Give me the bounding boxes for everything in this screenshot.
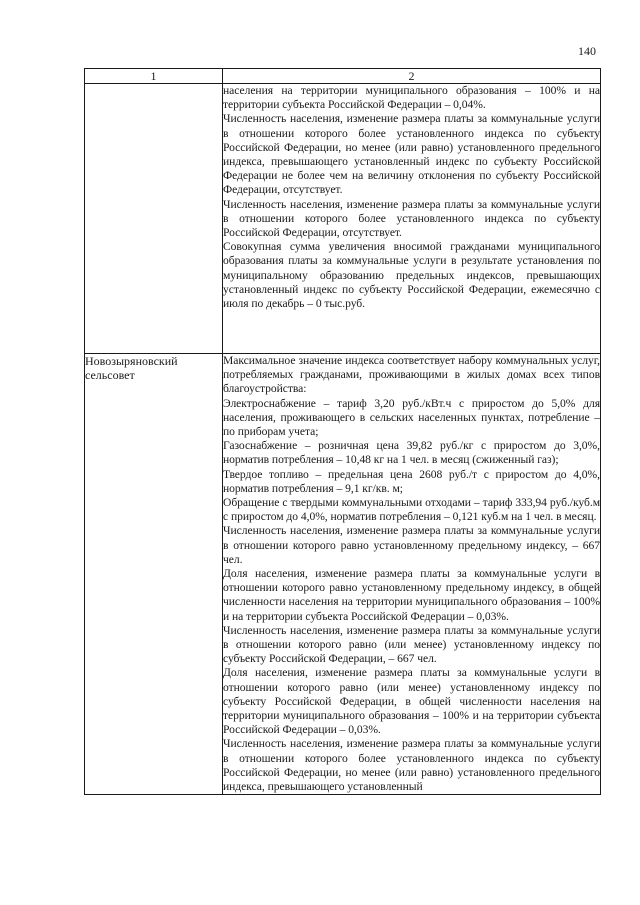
table-row [85,354,601,795]
paragraph: Электроснабжение – тариф 3,20 руб./кВт.ч с приростом до 5,0% для населения, проживающего в сельских населенных пунктах, потребление – по приборам учета; [223,396,600,439]
paragraph: Твердое топливо – предельная цена 2608 руб./т с приростом до 4,0%, норматив потребления – 9,1 кг/кв. м; [223,467,600,495]
paragraph: Доля населения, изменение размера платы за коммунальные услуги в отношении которого равно (или менее) установленному индексу по субъекту Российской Федерации, в общей численности населения на территории муниципального образования – 100% и на территории субъекта Российской Федерации – 0,03%. [223,666,600,737]
paragraph: Численность населения, изменение размера платы за коммунальные услуги в отношении которого более установленного индекса по субъекту Российской Федерации, но менее (или равно) установленного предельного индекса, превышающего установленный индекс по субъекту Российской Федерации не более чем на величину отклонения по субъекту Российской Федерации, отсутствует. [223,112,600,197]
paragraph: Максимальное значение индекса соответствует набору коммунальных услуг, потребляемых гражданами, проживающими в жилых домах всех типов благоустройства: [223,354,600,396]
column-header-2: 2 [223,69,601,84]
paragraph: Обращение с твердыми коммунальными отходами – тариф 333,94 руб./куб.м с приростом до 4,0%, норматив потребления – 0,121 куб.м на 1 чел. в месяц. [223,496,600,524]
page-number: 140 [578,44,596,58]
paragraph: Численность населения, изменение размера платы за коммунальные услуги в отношении которого более установленного индекса по субъекту Российской Федерации, но менее (или равно) установленного предельного индекса, превышающего установленный [223,737,600,794]
row-content [223,84,601,354]
paragraph: Газоснабжение – розничная цена 39,82 руб./кг с приростом до 3,0%, норматив потребления – 10,48 кг на 1 чел. в месяц (сжиженный газ); [223,439,600,467]
document-table [84,68,601,795]
paragraph: Численность населения, изменение размера платы за коммунальные услуги в отношении которого более установленного индекса по субъекту Российской Федерации, отсутствует. [223,197,600,240]
paragraph: Совокупная сумма увеличения вносимой гражданами муниципального образования платы за коммунальные услуги в результате установления по муниципальному образованию предельных индексов, превышающих установленный индекс по субъекту Российской Федерации, ежемесячно с июля по декабрь – 0 тыс.руб. [223,240,600,311]
row-label [85,84,223,354]
row-label: Новозыряновский сельсовет [85,354,223,795]
paragraph: Доля населения, изменение размера платы за коммунальные услуги в отношении которого равно установленному предельному индексу, в общей численности населения на территории муниципального образования – 100% и на территории субъекта Российской Федерации – 0,03%. [223,567,600,623]
paragraph: Численность населения, изменение размера платы за коммунальные услуги в отношении которого равно установленному предельному индексу, – 667 чел. [223,524,600,566]
table-header-row [85,69,601,84]
table-row [85,84,601,354]
row-content [223,354,601,795]
column-header-1: 1 [85,69,223,84]
paragraph: населения на территории муниципального образования – 100% и на территории субъекта Российской Федерации – 0,04%. [223,84,600,112]
paragraph: Численность населения, изменение размера платы за коммунальные услуги в отношении которого равно (или менее) установленному индексу по субъекту Российской Федерации, – 667 чел. [223,623,600,666]
